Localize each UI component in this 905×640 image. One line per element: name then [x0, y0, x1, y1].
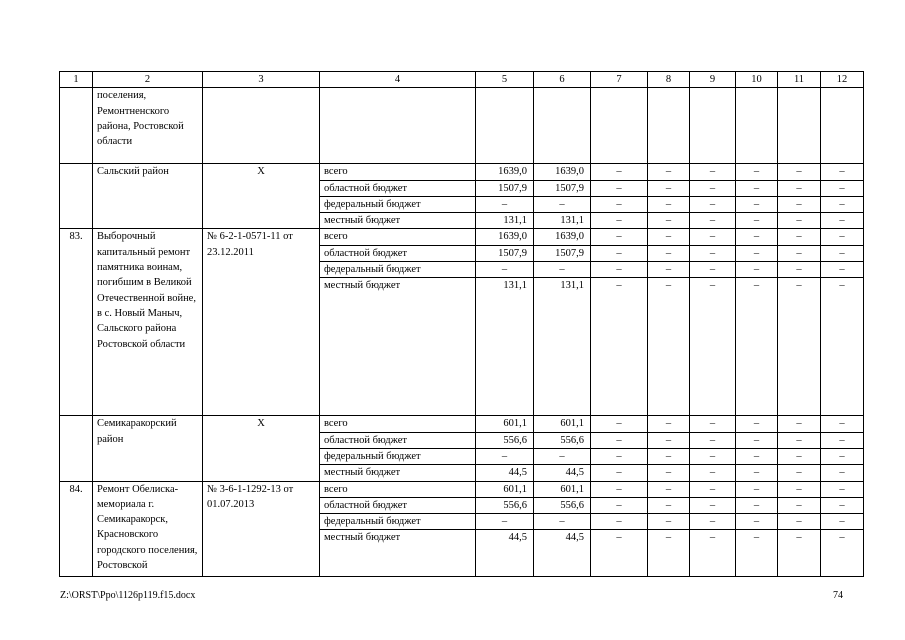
- value-cell: 1507,9: [534, 180, 591, 196]
- col-header: 7: [591, 72, 648, 88]
- col-header: 1: [60, 72, 93, 88]
- dash-cell: –: [591, 229, 648, 245]
- dash-cell: –: [591, 245, 648, 261]
- doc-ref: № 3-6-1-1292-13 от 01.07.2013: [203, 481, 320, 577]
- dash-cell: –: [778, 245, 821, 261]
- budget-label: федеральный бюджет: [320, 514, 476, 530]
- value-cell: 601,1: [476, 481, 534, 497]
- dash-cell: –: [690, 213, 736, 229]
- dash-cell: –: [821, 416, 864, 432]
- dash-cell: –: [648, 278, 690, 416]
- doc-ref: Х: [203, 416, 320, 481]
- dash-cell: –: [778, 448, 821, 464]
- col-header: 5: [476, 72, 534, 88]
- budget-label: всего: [320, 481, 476, 497]
- dash-cell: –: [736, 164, 778, 180]
- budget-label: федеральный бюджет: [320, 262, 476, 278]
- value-cell: 44,5: [534, 530, 591, 577]
- dash-cell: –: [778, 416, 821, 432]
- dash-cell: –: [821, 164, 864, 180]
- dash-cell: –: [736, 530, 778, 577]
- value-cell: 1639,0: [476, 164, 534, 180]
- dash-cell: –: [648, 497, 690, 513]
- value-cell: 1507,9: [476, 180, 534, 196]
- dash-cell: –: [648, 416, 690, 432]
- dash-cell: –: [821, 196, 864, 212]
- value-cell: 556,6: [534, 432, 591, 448]
- budget-label: местный бюджет: [320, 213, 476, 229]
- budget-label: всего: [320, 164, 476, 180]
- dash-cell: –: [821, 213, 864, 229]
- budget-label: местный бюджет: [320, 465, 476, 481]
- dash-cell: –: [736, 514, 778, 530]
- col-header: 8: [648, 72, 690, 88]
- dash-cell: –: [736, 448, 778, 464]
- dash-cell: –: [591, 180, 648, 196]
- column-numbers-row: [60, 72, 864, 88]
- dash-cell: –: [736, 278, 778, 416]
- dash-cell: –: [690, 448, 736, 464]
- dash-cell: –: [690, 164, 736, 180]
- col-header: 3: [203, 72, 320, 88]
- dash-cell: –: [736, 465, 778, 481]
- dash-cell: –: [648, 530, 690, 577]
- dash-cell: –: [778, 432, 821, 448]
- dash-cell: –: [821, 481, 864, 497]
- value-cell: –: [534, 448, 591, 464]
- budget-label: всего: [320, 229, 476, 245]
- table-row: [60, 416, 864, 432]
- dash-cell: –: [736, 196, 778, 212]
- dash-cell: –: [690, 278, 736, 416]
- dash-cell: –: [648, 245, 690, 261]
- item-number: 83.: [60, 229, 93, 416]
- dash-cell: –: [648, 213, 690, 229]
- value-cell: 556,6: [476, 497, 534, 513]
- budget-label: всего: [320, 416, 476, 432]
- budget-label: местный бюджет: [320, 530, 476, 577]
- dash-cell: –: [648, 262, 690, 278]
- dash-cell: –: [821, 432, 864, 448]
- value-cell: 44,5: [476, 530, 534, 577]
- dash-cell: –: [591, 416, 648, 432]
- value-cell: 1639,0: [476, 229, 534, 245]
- page-number: 74: [833, 590, 843, 601]
- col-header: 12: [821, 72, 864, 88]
- dash-cell: –: [648, 180, 690, 196]
- value-cell: 556,6: [476, 432, 534, 448]
- budget-label: областной бюджет: [320, 180, 476, 196]
- budget-label: областной бюджет: [320, 245, 476, 261]
- dash-cell: –: [591, 481, 648, 497]
- dash-cell: –: [690, 465, 736, 481]
- value-cell: –: [534, 514, 591, 530]
- dash-cell: –: [778, 497, 821, 513]
- value-cell: 1507,9: [534, 245, 591, 261]
- dash-cell: –: [821, 245, 864, 261]
- budget-label: областной бюджет: [320, 497, 476, 513]
- budget-table: [59, 71, 864, 577]
- dash-cell: –: [821, 262, 864, 278]
- dash-cell: –: [778, 229, 821, 245]
- dash-cell: –: [778, 530, 821, 577]
- budget-label: федеральный бюджет: [320, 448, 476, 464]
- value-cell: –: [476, 262, 534, 278]
- value-cell: 601,1: [534, 481, 591, 497]
- dash-cell: –: [591, 448, 648, 464]
- value-cell: –: [476, 448, 534, 464]
- dash-cell: –: [591, 497, 648, 513]
- value-cell: 131,1: [534, 213, 591, 229]
- dash-cell: –: [736, 229, 778, 245]
- dash-cell: –: [821, 448, 864, 464]
- dash-cell: –: [778, 196, 821, 212]
- dash-cell: –: [690, 432, 736, 448]
- dash-cell: –: [736, 262, 778, 278]
- dash-cell: –: [648, 465, 690, 481]
- district-name: Семикаракорский район: [93, 416, 203, 481]
- dash-cell: –: [690, 481, 736, 497]
- budget-label: федеральный бюджет: [320, 196, 476, 212]
- value-cell: 1507,9: [476, 245, 534, 261]
- value-cell: 601,1: [476, 416, 534, 432]
- dash-cell: –: [648, 196, 690, 212]
- value-cell: 601,1: [534, 416, 591, 432]
- object-name: поселения, Ремонтненского района, Ростовской области: [93, 88, 203, 164]
- dash-cell: –: [690, 262, 736, 278]
- dash-cell: –: [821, 180, 864, 196]
- dash-cell: –: [736, 180, 778, 196]
- col-header: 2: [93, 72, 203, 88]
- table-row: [60, 88, 864, 164]
- dash-cell: –: [821, 497, 864, 513]
- table-row: [60, 164, 864, 180]
- dash-cell: –: [778, 465, 821, 481]
- value-cell: –: [476, 196, 534, 212]
- dash-cell: –: [591, 213, 648, 229]
- value-cell: 1639,0: [534, 164, 591, 180]
- item-number: 84.: [60, 481, 93, 577]
- doc-ref: Х: [203, 164, 320, 229]
- dash-cell: –: [821, 514, 864, 530]
- value-cell: 1639,0: [534, 229, 591, 245]
- dash-cell: –: [736, 245, 778, 261]
- table-row: [60, 229, 864, 245]
- dash-cell: –: [591, 465, 648, 481]
- value-cell: 131,1: [534, 278, 591, 416]
- value-cell: 131,1: [476, 278, 534, 416]
- dash-cell: –: [736, 213, 778, 229]
- object-name: Выборочный капитальный ремонт памятника воинам, погибшим в Великой Отечественной войне, в с. Новый Маныч, Сальского района Ростовской области: [93, 229, 203, 416]
- dash-cell: –: [778, 262, 821, 278]
- dash-cell: –: [591, 196, 648, 212]
- table-row: [60, 481, 864, 497]
- dash-cell: –: [690, 245, 736, 261]
- dash-cell: –: [690, 514, 736, 530]
- district-name: Сальский район: [93, 164, 203, 229]
- dash-cell: –: [591, 530, 648, 577]
- dash-cell: –: [778, 514, 821, 530]
- object-name: Ремонт Обелиска-мемориала г. Семикаракорск, Красновского городского поселения, Ростовской: [93, 481, 203, 577]
- dash-cell: –: [591, 164, 648, 180]
- value-cell: 44,5: [476, 465, 534, 481]
- dash-cell: –: [690, 530, 736, 577]
- dash-cell: –: [690, 229, 736, 245]
- dash-cell: –: [736, 481, 778, 497]
- value-cell: 44,5: [534, 465, 591, 481]
- dash-cell: –: [690, 497, 736, 513]
- value-cell: –: [534, 262, 591, 278]
- dash-cell: –: [821, 465, 864, 481]
- doc-ref: № 6-2-1-0571-11 от 23.12.2011: [203, 229, 320, 416]
- dash-cell: –: [591, 432, 648, 448]
- dash-cell: –: [591, 262, 648, 278]
- col-header: 4: [320, 72, 476, 88]
- dash-cell: –: [648, 514, 690, 530]
- dash-cell: –: [648, 481, 690, 497]
- col-header: 11: [778, 72, 821, 88]
- budget-label: областной бюджет: [320, 432, 476, 448]
- value-cell: 556,6: [534, 497, 591, 513]
- dash-cell: –: [778, 213, 821, 229]
- dash-cell: –: [690, 180, 736, 196]
- col-header: 10: [736, 72, 778, 88]
- dash-cell: –: [821, 530, 864, 577]
- dash-cell: –: [648, 448, 690, 464]
- dash-cell: –: [736, 497, 778, 513]
- dash-cell: –: [778, 180, 821, 196]
- dash-cell: –: [648, 432, 690, 448]
- dash-cell: –: [736, 432, 778, 448]
- dash-cell: –: [736, 416, 778, 432]
- dash-cell: –: [648, 164, 690, 180]
- dash-cell: –: [778, 278, 821, 416]
- dash-cell: –: [591, 514, 648, 530]
- dash-cell: –: [821, 229, 864, 245]
- value-cell: –: [534, 196, 591, 212]
- dash-cell: –: [690, 196, 736, 212]
- dash-cell: –: [648, 229, 690, 245]
- value-cell: –: [476, 514, 534, 530]
- dash-cell: –: [778, 164, 821, 180]
- dash-cell: –: [821, 278, 864, 416]
- col-header: 6: [534, 72, 591, 88]
- budget-label: местный бюджет: [320, 278, 476, 416]
- dash-cell: –: [690, 416, 736, 432]
- dash-cell: –: [778, 481, 821, 497]
- col-header: 9: [690, 72, 736, 88]
- dash-cell: –: [591, 278, 648, 416]
- value-cell: 131,1: [476, 213, 534, 229]
- file-path-footer: Z:\ORST\Ppo\1126p119.f15.docx: [60, 590, 196, 601]
